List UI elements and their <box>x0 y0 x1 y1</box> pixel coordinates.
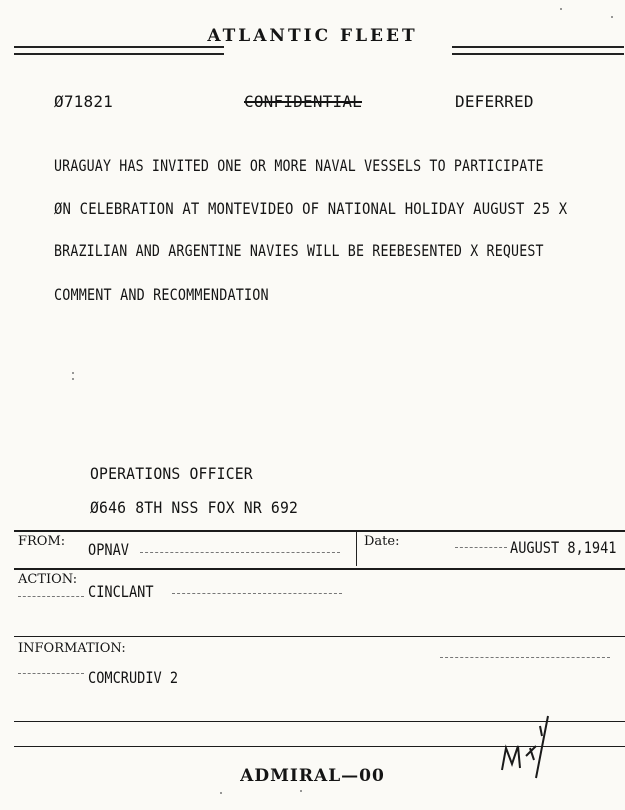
date-value: AUGUST 8,1941 <box>510 538 617 557</box>
header-rule-left <box>14 46 224 55</box>
from-value: OPNAV <box>88 540 129 559</box>
paper-speck <box>72 378 74 380</box>
paper-speck <box>560 8 562 10</box>
paper-speck <box>72 372 74 374</box>
form-rule <box>14 568 625 570</box>
information-value: COMCRUDIV 2 <box>88 668 179 687</box>
information-label: INFORMATION: <box>18 641 126 656</box>
footer-title: ADMIRAL—00 <box>240 766 385 786</box>
fill-line <box>455 547 507 548</box>
message-body-line: ØN CELEBRATION AT MONTEVIDEO OF NATIONAL HOLIDAY AUGUST 25 X <box>54 199 568 218</box>
precedence: DEFERRED <box>455 92 534 111</box>
column-divider <box>356 532 357 566</box>
classification-struck: CONFIDENTIAL <box>244 92 362 111</box>
header-title: ATLANTIC FLEET <box>207 26 418 46</box>
originator-line: OPERATIONS OFFICER <box>90 464 253 483</box>
fill-line <box>18 596 84 597</box>
message-body-line: URAGUAY HAS INVITED ONE OR MORE NAVAL VESSELS TO PARTICIPATE <box>54 156 544 175</box>
header-rule-right <box>452 46 624 55</box>
paper-speck <box>220 792 222 794</box>
form-rule <box>14 530 625 532</box>
fill-line <box>140 552 340 553</box>
originator-line: Ø646 8TH NSS FOX NR 692 <box>90 498 299 517</box>
fill-line <box>172 593 342 594</box>
handwritten-initials <box>496 712 566 782</box>
action-value: CINCLANT <box>88 582 154 601</box>
fill-line <box>440 657 610 658</box>
fill-line <box>18 673 84 674</box>
message-serial: Ø71821 <box>54 92 113 111</box>
action-label: ACTION: <box>18 572 78 587</box>
message-body-line: COMMENT AND RECOMMENDATION <box>54 285 269 304</box>
form-rule <box>14 636 625 637</box>
message-body-line: BRAZILIAN AND ARGENTINE NAVIES WILL BE REEBESENTED X REQUEST <box>54 241 544 260</box>
paper-speck <box>300 790 302 792</box>
date-label: Date: <box>364 534 400 549</box>
from-label: FROM: <box>18 534 66 549</box>
paper-speck <box>611 16 613 18</box>
